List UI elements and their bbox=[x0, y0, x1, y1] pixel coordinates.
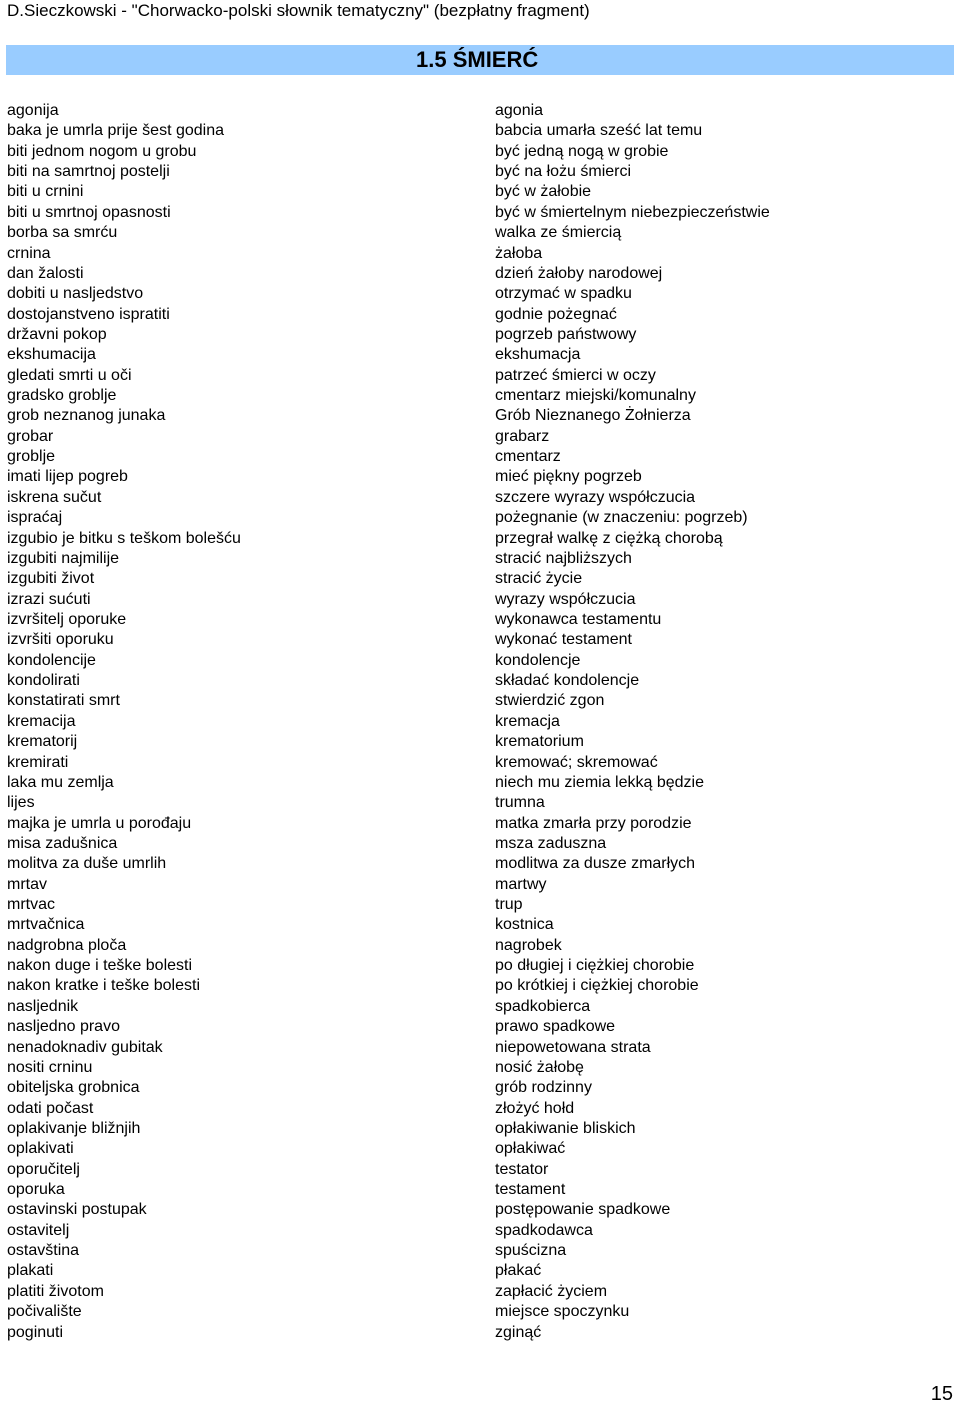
polish-translation: testator bbox=[495, 1160, 549, 1178]
polish-translation: martwy bbox=[495, 875, 547, 893]
polish-translation: przegrał walkę z ciężką chorobą bbox=[495, 529, 723, 547]
croatian-term: oporuka bbox=[7, 1181, 65, 1199]
croatian-term: biti u crnini bbox=[7, 183, 84, 201]
polish-translation: niepowetowana strata bbox=[495, 1038, 651, 1056]
polish-translation: po krótkiej i ciężkiej chorobie bbox=[495, 977, 699, 995]
polish-translation: płakać bbox=[495, 1262, 542, 1280]
croatian-term: počivalište bbox=[7, 1303, 82, 1321]
polish-translation: spadkodawca bbox=[495, 1221, 593, 1239]
polish-translation: być w śmiertelnym niebezpieczeństwie bbox=[495, 203, 770, 221]
croatian-term: izgubiti najmilije bbox=[7, 549, 120, 567]
croatian-term: imati lijep pogreb bbox=[7, 468, 128, 486]
polish-translation: pożegnanie (w znaczeniu: pogrzeb) bbox=[495, 509, 748, 527]
polish-translation: Grób Nieznanego Żołnierza bbox=[495, 407, 691, 425]
croatian-term: izgubiti život bbox=[7, 570, 95, 588]
polish-translation: spadkobierca bbox=[495, 997, 591, 1015]
polish-translation: patrzeć śmierci w oczy bbox=[495, 366, 656, 384]
polish-translation: spuścizna bbox=[495, 1242, 567, 1260]
polish-translation: grób rodzinny bbox=[495, 1079, 592, 1097]
polish-translation: kremacja bbox=[495, 712, 560, 730]
croatian-term: agonija bbox=[7, 102, 59, 119]
croatian-term: konstatirati smrt bbox=[7, 692, 120, 710]
polish-translation: mieć piękny pogrzeb bbox=[495, 468, 642, 486]
polish-translation: opłakiwać bbox=[495, 1140, 566, 1158]
polish-translation: pogrzeb państwowy bbox=[495, 325, 637, 343]
polish-translation: niech mu ziemia lekką będzie bbox=[495, 773, 704, 791]
polish-translation: postępowanie spadkowe bbox=[495, 1201, 671, 1219]
croatian-term: grob neznanog junaka bbox=[7, 407, 166, 425]
croatian-term: ostavština bbox=[7, 1242, 80, 1260]
croatian-term: borba sa smrću bbox=[7, 224, 118, 242]
croatian-term: kremirati bbox=[7, 753, 69, 771]
croatian-term: krematorij bbox=[7, 733, 78, 751]
croatian-term: baka je umrla prije šest godina bbox=[7, 122, 225, 140]
croatian-term: dostojanstveno ispratiti bbox=[7, 305, 170, 323]
polish-translation: nosić żałobę bbox=[495, 1058, 584, 1076]
croatian-term: misa zadušnica bbox=[7, 834, 118, 852]
croatian-term: poginuti bbox=[7, 1323, 64, 1341]
croatian-term: mrtvac bbox=[7, 896, 55, 914]
croatian-term: izvršitelj oporuke bbox=[7, 610, 127, 628]
polish-translation: kondolencje bbox=[495, 651, 581, 669]
croatian-term: iskrena sučut bbox=[7, 488, 102, 506]
polish-translation: otrzymać w spadku bbox=[495, 285, 632, 303]
polish-translation: prawo spadkowe bbox=[495, 1018, 616, 1036]
polish-translation: matka zmarła przy porodzie bbox=[495, 814, 692, 832]
polish-translation: po długiej i ciężkiej chorobie bbox=[495, 957, 695, 975]
croatian-term: nositi crninu bbox=[7, 1058, 93, 1076]
polish-translation: agonia bbox=[495, 102, 544, 119]
document-header: D.Sieczkowski - "Chorwacko-polski słownik tematyczny" (bezpłatny fragment) bbox=[7, 1, 590, 20]
croatian-term: molitva za duše umrlih bbox=[7, 855, 167, 873]
polish-translation: nagrobek bbox=[495, 936, 562, 954]
croatian-term: dan žalosti bbox=[7, 264, 84, 282]
croatian-term: platiti životom bbox=[7, 1282, 104, 1300]
polish-translation: krematorium bbox=[495, 733, 584, 751]
croatian-term: odati počast bbox=[7, 1099, 94, 1117]
croatian-term: oporučitelj bbox=[7, 1160, 80, 1178]
polish-translation: stracić najbliższych bbox=[495, 549, 632, 567]
polish-translation: opłakiwanie bliskich bbox=[495, 1119, 636, 1137]
polish-translation: msza zaduszna bbox=[495, 834, 607, 852]
croatian-term: kremacija bbox=[7, 712, 76, 730]
polish-translation: ekshumacja bbox=[495, 346, 581, 364]
polish-translation: dzień żałoby narodowej bbox=[495, 264, 663, 282]
croatian-term: plakati bbox=[7, 1262, 54, 1280]
croatian-term: izgubio je bitku s teškom bolešću bbox=[7, 529, 241, 547]
polish-translation: zginąć bbox=[495, 1323, 542, 1341]
polish-translation: kremować; skremować bbox=[495, 753, 658, 771]
croatian-terms-column bbox=[7, 101, 241, 1343]
polish-translation: trup bbox=[495, 896, 523, 914]
polish-translation: być jedną nogą w grobie bbox=[495, 142, 669, 160]
croatian-term: biti na samrtnoj postelji bbox=[7, 163, 170, 181]
polish-translation: złożyć hołd bbox=[495, 1099, 575, 1117]
croatian-term: mrtav bbox=[7, 875, 47, 893]
polish-translation: babcia umarła sześć lat temu bbox=[495, 122, 703, 140]
polish-translation: zapłacić życiem bbox=[495, 1282, 608, 1300]
polish-translation: modlitwa za dusze zmarłych bbox=[495, 855, 696, 873]
polish-translation: kostnica bbox=[495, 916, 554, 934]
croatian-term: nadgrobna ploča bbox=[7, 936, 127, 954]
croatian-term: nakon duge i teške bolesti bbox=[7, 957, 193, 975]
polish-translation: walka ze śmiercią bbox=[495, 224, 622, 242]
polish-translation: stwierdzić zgon bbox=[495, 692, 605, 710]
polish-translation: być na łożu śmierci bbox=[495, 163, 632, 181]
croatian-term: biti u smrtnoj opasnosti bbox=[7, 203, 171, 221]
page-number: 15 bbox=[930, 1383, 953, 1405]
croatian-term: mrtvačnica bbox=[7, 916, 85, 934]
croatian-term: nenadoknadiv gubitak bbox=[7, 1038, 163, 1056]
croatian-term: gledati smrti u oči bbox=[7, 366, 132, 384]
croatian-term: lijes bbox=[7, 794, 35, 812]
croatian-term: laka mu zemlja bbox=[7, 773, 114, 791]
croatian-term: ostavitelj bbox=[7, 1221, 70, 1239]
polish-translation: grabarz bbox=[495, 427, 550, 445]
croatian-term: biti jednom nogom u grobu bbox=[7, 142, 197, 160]
croatian-term: nasljednik bbox=[7, 997, 79, 1015]
polish-translation: testament bbox=[495, 1181, 566, 1199]
polish-translation: miejsce spoczynku bbox=[495, 1303, 630, 1321]
croatian-term: izrazi sućuti bbox=[7, 590, 91, 608]
croatian-term: ostavinski postupak bbox=[7, 1201, 147, 1219]
polish-translations-column bbox=[495, 101, 770, 1343]
croatian-term: majka je umrla u porođaju bbox=[7, 814, 192, 832]
polish-translation: szczere wyrazy współczucia bbox=[495, 488, 696, 506]
croatian-term: nasljedno pravo bbox=[7, 1018, 120, 1036]
croatian-term: kondolirati bbox=[7, 672, 80, 690]
croatian-term: crnina bbox=[7, 244, 51, 262]
polish-translation: wykonawca testamentu bbox=[495, 610, 662, 628]
croatian-term: oplakivanje bližnjih bbox=[7, 1119, 141, 1137]
polish-translation: wyrazy współczucia bbox=[495, 590, 636, 608]
polish-translation: wykonać testament bbox=[495, 631, 632, 649]
polish-translation: stracić życie bbox=[495, 570, 583, 588]
polish-translation: składać kondolencje bbox=[495, 672, 640, 690]
croatian-term: ispraćaj bbox=[7, 509, 63, 527]
croatian-term: državni pokop bbox=[7, 325, 107, 343]
croatian-term: dobiti u nasljedstvo bbox=[7, 285, 144, 303]
croatian-term: grobar bbox=[7, 427, 54, 445]
polish-translation: trumna bbox=[495, 794, 545, 812]
croatian-term: ekshumacija bbox=[7, 346, 96, 364]
polish-translation: cmentarz miejski/komunalny bbox=[495, 387, 696, 405]
croatian-term: izvršiti oporuku bbox=[7, 631, 114, 649]
croatian-term: groblje bbox=[7, 448, 56, 466]
croatian-term: gradsko groblje bbox=[7, 387, 117, 405]
croatian-term: oplakivati bbox=[7, 1140, 74, 1158]
polish-translation: żałoba bbox=[495, 244, 543, 262]
croatian-term: nakon kratke i teške bolesti bbox=[7, 977, 200, 995]
section-title: 1.5 ŚMIERĆ bbox=[416, 47, 539, 72]
croatian-term: obiteljska grobnica bbox=[7, 1079, 140, 1097]
croatian-term: kondolencije bbox=[7, 651, 96, 669]
polish-translation: cmentarz bbox=[495, 448, 561, 466]
polish-translation: być w żałobie bbox=[495, 183, 592, 201]
polish-translation: godnie pożegnać bbox=[495, 305, 617, 323]
